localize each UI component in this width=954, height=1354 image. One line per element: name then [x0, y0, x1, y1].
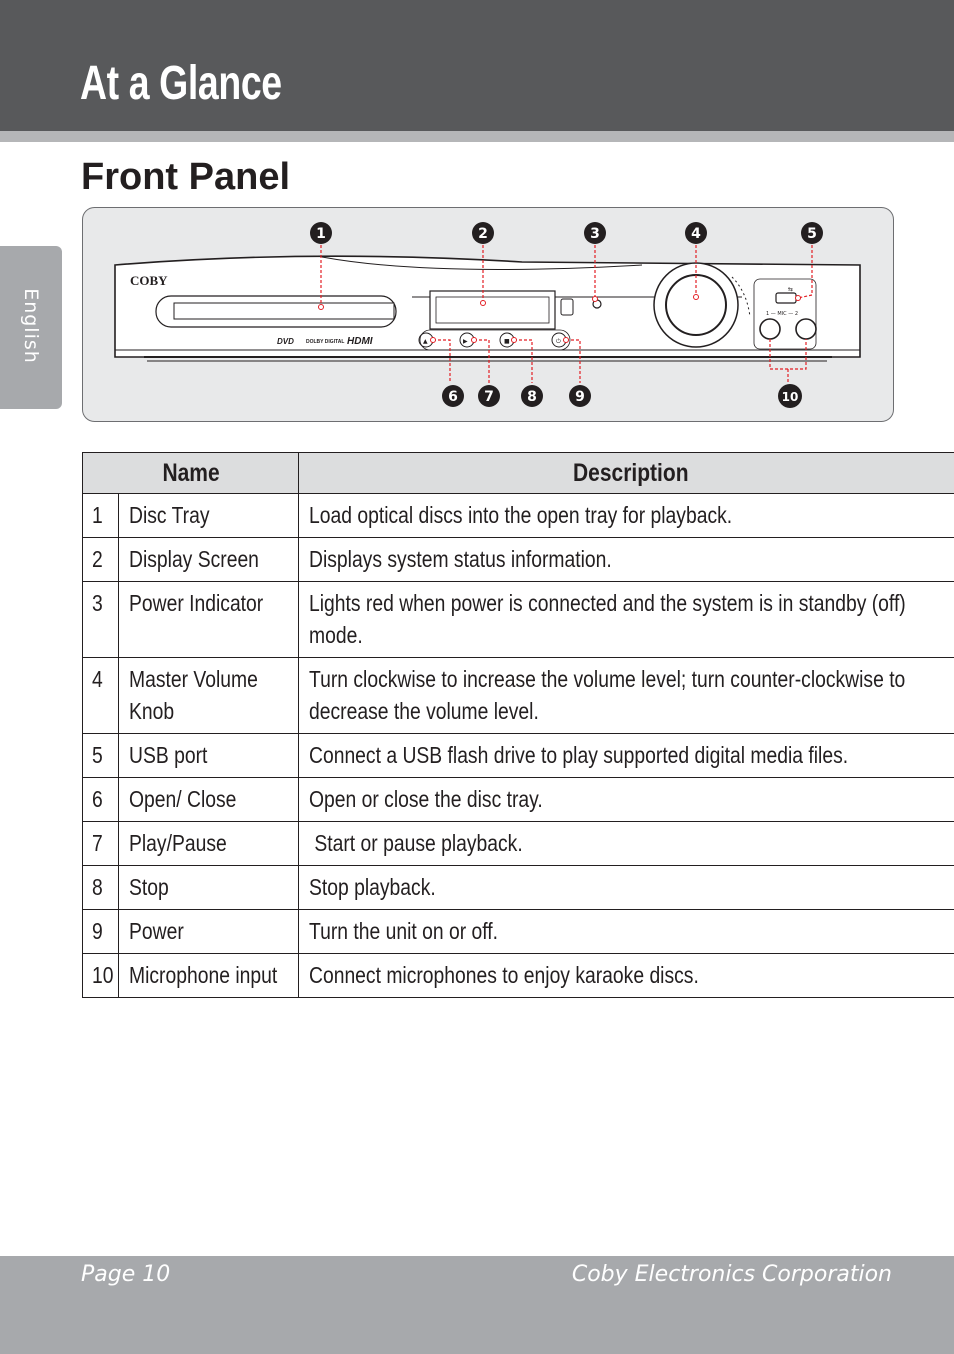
row-number: 3	[83, 582, 119, 658]
row-number: 5	[83, 734, 119, 778]
table-row	[83, 866, 954, 910]
row-name: Display Screen	[118, 538, 299, 582]
svg-text:4: 4	[691, 226, 701, 242]
svg-text:2: 2	[478, 226, 488, 242]
row-description: Stop playback.	[299, 866, 954, 910]
row-description: Start or pause playback.	[299, 822, 954, 866]
row-description: Open or close the disc tray.	[299, 778, 954, 822]
page-number: Page 10	[81, 1262, 171, 1287]
svg-text:8: 8	[527, 389, 537, 405]
svg-text:▶: ▶	[463, 338, 468, 345]
mic-jack-1-shape	[760, 319, 780, 339]
row-number: 1	[83, 494, 119, 538]
column-header-name: Name	[83, 453, 299, 494]
table-row	[83, 954, 954, 998]
svg-text:9: 9	[575, 389, 585, 405]
row-name: Power	[118, 910, 299, 954]
language-tab-label: English	[20, 288, 42, 364]
dvd-logo: DVD	[277, 337, 294, 346]
table-row	[83, 910, 954, 954]
row-name: Power Indicator	[118, 582, 299, 658]
svg-text:10: 10	[781, 390, 799, 404]
mic-jack-2-shape	[796, 319, 816, 339]
row-name: Stop	[118, 866, 299, 910]
svg-text:1: 1	[316, 226, 326, 242]
table-row	[83, 494, 954, 538]
table-row	[83, 778, 954, 822]
header-divider-strip	[0, 131, 954, 142]
front-panel-diagram	[82, 207, 894, 422]
row-number: 4	[83, 658, 119, 734]
row-number: 6	[83, 778, 119, 822]
parts-table	[82, 452, 954, 998]
svg-text:5: 5	[807, 226, 817, 242]
row-description: Turn clockwise to increase the volume level; turn counter-clockwise to decrease the volume level.	[299, 658, 954, 734]
page-title: At a Glance	[80, 57, 282, 110]
row-name: Disc Tray	[118, 494, 299, 538]
table-row	[83, 582, 954, 658]
row-number: 10	[83, 954, 119, 998]
svg-text:⇆: ⇆	[788, 286, 794, 293]
table-header-row	[83, 453, 954, 494]
usb-port-shape	[776, 293, 796, 303]
row-description: Load optical discs into the open tray for playback.	[299, 494, 954, 538]
row-name: Microphone input	[118, 954, 299, 998]
row-name: Master Volume Knob	[118, 658, 299, 734]
volume-knob-shape	[666, 275, 726, 335]
row-description: Turn the unit on or off.	[299, 910, 954, 954]
row-name: Open/ Close	[118, 778, 299, 822]
svg-text:6: 6	[448, 389, 458, 405]
row-name: Play/Pause	[118, 822, 299, 866]
brand-logo: COBY	[130, 273, 168, 288]
section-title: Front Panel	[81, 156, 291, 198]
svg-text:7: 7	[484, 389, 494, 405]
row-name: USB port	[118, 734, 299, 778]
row-number: 7	[83, 822, 119, 866]
mic-label: 1 — MIC — 2	[766, 311, 798, 317]
svg-text:⏻: ⏻	[556, 338, 561, 345]
svg-text:■: ■	[504, 338, 510, 345]
svg-text:3: 3	[590, 226, 600, 242]
table-row	[83, 822, 954, 866]
company-name: Coby Electronics Corporation	[571, 1262, 892, 1287]
row-description: Connect microphones to enjoy karaoke discs.	[299, 954, 954, 998]
row-description: Connect a USB flash drive to play supported digital media files.	[299, 734, 954, 778]
row-number: 9	[83, 910, 119, 954]
row-number: 8	[83, 866, 119, 910]
row-description: Lights red when power is connected and the system is in standby (off) mode.	[299, 582, 954, 658]
row-number: 2	[83, 538, 119, 582]
svg-text:▲: ▲	[423, 338, 428, 345]
row-description: Displays system status information.	[299, 538, 954, 582]
dolby-logo: DOLBY DIGITAL	[306, 339, 345, 345]
table-row	[83, 538, 954, 582]
column-header-description: Description	[299, 453, 954, 494]
table-row	[83, 734, 954, 778]
hdmi-logo: HDMI	[347, 336, 373, 347]
table-row	[83, 658, 954, 734]
